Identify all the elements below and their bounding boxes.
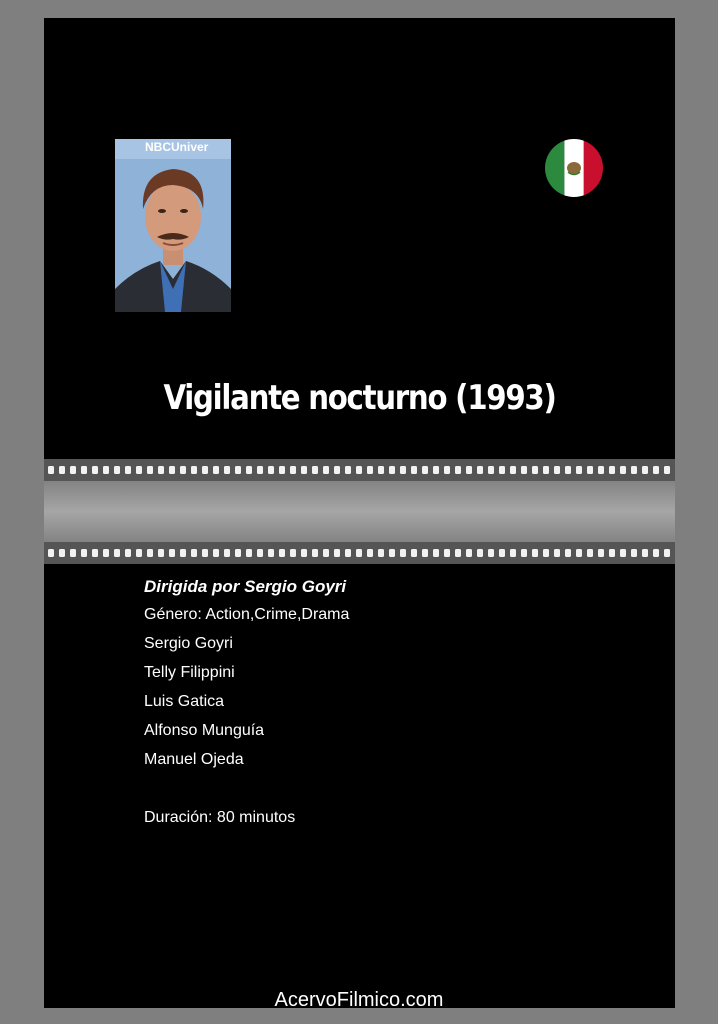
sprocket-hole: [664, 466, 670, 474]
sprocket-hole: [246, 549, 252, 557]
sprocket-hole: [488, 549, 494, 557]
sprocket-hole: [477, 549, 483, 557]
cast-member: Luis Gatica: [144, 693, 225, 710]
sprocket-hole: [180, 466, 186, 474]
site-credit: AcervoFilmico.com: [274, 989, 444, 1011]
spacer: [144, 774, 349, 803]
sprocket-hole: [290, 466, 296, 474]
sprocket-hole: [521, 466, 527, 474]
sprocket-hole: [345, 549, 351, 557]
sprocket-hole: [48, 466, 54, 474]
sprocket-hole: [510, 466, 516, 474]
cast-member: Alfonso Munguía: [144, 722, 265, 739]
sprocket-hole: [48, 549, 54, 557]
sprocket-hole: [521, 549, 527, 557]
sprocket-hole: [235, 466, 241, 474]
sprocket-hole: [257, 466, 263, 474]
sprocket-hole: [433, 466, 439, 474]
sprocket-hole: [301, 466, 307, 474]
sprocket-hole: [136, 549, 142, 557]
sprocket-hole: [378, 466, 384, 474]
sprocket-hole: [367, 549, 373, 557]
sprocket-hole: [180, 549, 186, 557]
sprocket-hole: [59, 466, 65, 474]
mexico-flag-icon: [545, 139, 603, 197]
sprocket-hole: [554, 466, 560, 474]
sprocket-hole: [323, 466, 329, 474]
sprocket-hole: [224, 466, 230, 474]
sprocket-hole: [598, 466, 604, 474]
photo-backdrop-text: NBCUniver: [145, 140, 209, 154]
sprocket-hole: [532, 466, 538, 474]
sprocket-hole: [477, 466, 483, 474]
sprocket-hole: [620, 549, 626, 557]
sprocket-hole: [213, 549, 219, 557]
sprocket-hole: [158, 549, 164, 557]
director-line: Dirigida por Sergio Goyri: [144, 577, 347, 596]
sprocket-hole: [444, 466, 450, 474]
sprocket-hole: [235, 549, 241, 557]
director-photo: [115, 139, 231, 312]
sprocket-hole: [81, 549, 87, 557]
cast-member: Sergio Goyri: [144, 635, 233, 652]
sprocket-hole: [499, 466, 505, 474]
sprocket-hole: [642, 549, 648, 557]
sprocket-hole: [554, 549, 560, 557]
portrait-image: [115, 139, 231, 312]
sprocket-hole: [653, 466, 659, 474]
duration-line: Duración: 80 minutos: [144, 809, 296, 826]
sprocket-hole: [455, 466, 461, 474]
sprocket-hole: [642, 466, 648, 474]
sprocket-hole: [70, 466, 76, 474]
sprocket-hole: [543, 466, 549, 474]
sprocket-hole: [114, 466, 120, 474]
sprocket-hole: [312, 549, 318, 557]
sprocket-hole: [191, 466, 197, 474]
film-strip-divider: [44, 459, 675, 564]
sprocket-hole: [70, 549, 76, 557]
sprocket-hole: [411, 466, 417, 474]
sprocket-hole: [323, 549, 329, 557]
sprocket-hole: [587, 549, 593, 557]
sprocket-hole: [290, 549, 296, 557]
sprocket-hole: [301, 549, 307, 557]
sprocket-hole: [631, 466, 637, 474]
sprocket-hole: [510, 549, 516, 557]
sprocket-hole: [576, 549, 582, 557]
sprocket-hole: [488, 466, 494, 474]
sprocket-hole: [664, 549, 670, 557]
sprocket-hole: [499, 549, 505, 557]
sprocket-hole: [92, 466, 98, 474]
sprocket-hole: [422, 549, 428, 557]
sprocket-hole: [125, 549, 131, 557]
sprocket-hole: [565, 549, 571, 557]
sprocket-hole: [620, 466, 626, 474]
sprocket-hole: [400, 549, 406, 557]
sprocket-hole: [334, 549, 340, 557]
sprocket-hole: [356, 549, 362, 557]
sprocket-hole: [136, 466, 142, 474]
sprocket-hole: [631, 549, 637, 557]
sprocket-hole: [345, 466, 351, 474]
sprocket-hole: [532, 549, 538, 557]
sprocket-hole: [609, 549, 615, 557]
sprocket-hole: [444, 549, 450, 557]
sprocket-hole: [400, 466, 406, 474]
sprocket-hole: [147, 466, 153, 474]
sprocket-hole: [389, 466, 395, 474]
sprocket-hole: [81, 466, 87, 474]
sprocket-hole: [598, 549, 604, 557]
sprocket-hole: [103, 549, 109, 557]
sprocket-hole: [202, 549, 208, 557]
sprocket-hole: [103, 466, 109, 474]
movie-info: [144, 574, 349, 832]
sprocket-hole: [334, 466, 340, 474]
sprocket-hole: [312, 466, 318, 474]
sprocket-hole: [609, 466, 615, 474]
sprocket-hole: [268, 549, 274, 557]
sprocket-hole: [125, 466, 131, 474]
sprocket-hole: [169, 549, 175, 557]
cast-member: Manuel Ojeda: [144, 751, 244, 768]
sprocket-hole: [191, 549, 197, 557]
sprocket-hole: [257, 549, 263, 557]
movie-poster: [44, 18, 675, 1008]
sprocket-hole: [279, 466, 285, 474]
sprocket-hole: [114, 549, 120, 557]
sprocket-hole: [213, 466, 219, 474]
cast-member: Telly Filippini: [144, 664, 235, 681]
sprocket-hole: [367, 466, 373, 474]
sprocket-hole: [653, 549, 659, 557]
sprocket-hole: [411, 549, 417, 557]
sprocket-hole: [246, 466, 252, 474]
sprocket-hole: [576, 466, 582, 474]
sprocket-hole: [92, 549, 98, 557]
sprocket-hole: [543, 549, 549, 557]
sprocket-hole: [279, 549, 285, 557]
sprocket-hole: [466, 466, 472, 474]
sprocket-hole: [389, 549, 395, 557]
sprocket-hole: [169, 466, 175, 474]
sprocket-hole: [147, 549, 153, 557]
sprocket-hole: [202, 466, 208, 474]
sprocket-hole: [587, 466, 593, 474]
sprocket-hole: [268, 466, 274, 474]
sprocket-hole: [422, 466, 428, 474]
sprocket-hole: [455, 549, 461, 557]
sprocket-hole: [224, 549, 230, 557]
genre-line: Género: Action,Crime,Drama: [144, 606, 350, 623]
sprocket-hole: [158, 466, 164, 474]
sprocket-hole: [433, 549, 439, 557]
sprocket-hole: [59, 549, 65, 557]
sprocket-hole: [356, 466, 362, 474]
sprocket-hole: [466, 549, 472, 557]
movie-title: Vigilante nocturno (1993): [163, 378, 556, 418]
sprocket-hole: [378, 549, 384, 557]
sprocket-hole: [565, 466, 571, 474]
